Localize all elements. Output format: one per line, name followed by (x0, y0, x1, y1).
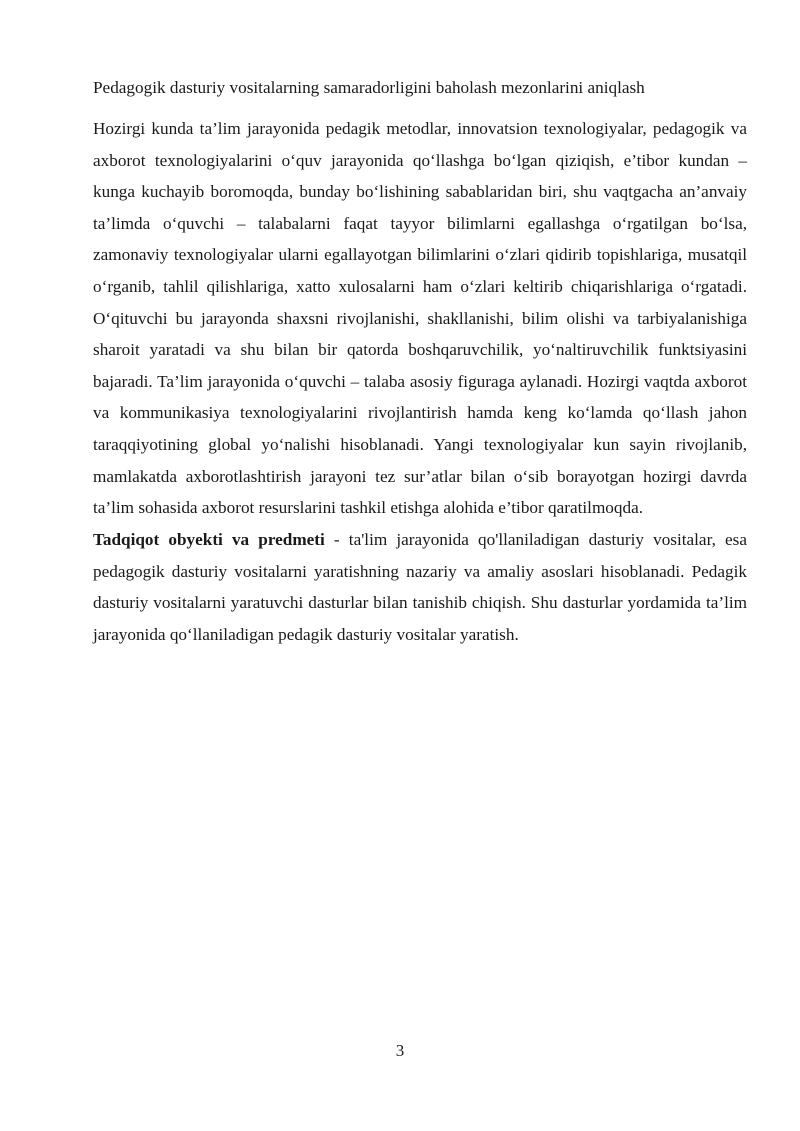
page-number: 3 (395, 1041, 405, 1060)
research-object-label: Tadqiqot obyekti va predmeti (93, 529, 325, 549)
page-content (93, 74, 747, 651)
section-heading: Pedagogik dasturiy vositalarning samaradorligini baholash mezonlarini aniqlash (93, 78, 645, 97)
paragraph-research-object (93, 524, 747, 651)
paragraph-introduction: Hozirgi kunda ta’lim jarayonida pedagik metodlar, innovatsion texnologiyalar, pedagogik va axborot texnologiyalarini o‘quv jarayonida qo‘llashga bo‘lgan qiziqish, e’tibor kundan – kunga kuchayib boromoqda, bunday bo‘lishining sabablaridan biri, shu vaqtgacha an’anvaiy ta’limda o‘quvchi – talabalarni faqat tayyor bilimlarni egallashga o‘rgatilgan bo‘lsa, zamonaviy texnologiyalar ularni egallayotgan bilimlarini o‘zlari qidirib topishlariga, musatqil o‘rganib, tahlil qilishlariga, xatto xulosalarni ham o‘zlari keltirib chiqarishlariga o‘rgatadi. O‘qituvchi bu jarayonda shaxsni rivojlanishi, shakllanishi, bilim olishi va tarbiyalanishiga sharoit yaratadi va shu bilan bir qatorda boshqaruvchilik, yo‘naltiruvchilik funktsiyasini bajaradi. Ta’lim jarayonida o‘quvchi – talaba asosiy figuraga aylanadi. Hozirgi vaqtda axborot va kommunikasiya texnologiyalarini rivojlantirish hamda keng ko‘lamda qo‘llash jahon taraqqiyotining global yo‘nalishi hisoblanadi. Yangi texnologiyalar kun sayin rivojlanib, mamlakatda axborotlashtirish jarayoni tez sur’atlar bilan o‘sib borayotgan hozirgi davrda ta’lim sohasida axborot resurslarini tashkil etishga alohida e’tibor qaratilmoqda. (93, 119, 747, 518)
research-object-text: - ta'lim jarayonida qo'llaniladigan dasturiy vositalar, esa pedagogik dasturiy vositalarni yaratishning nazariy va amaliy asoslari hisoblanadi. Pedagik dasturiy vositalarni yaratuvchi dasturlar bilan tanishib chiqish. Shu dasturlar yordamida ta’lim jarayonida qo‘llaniladigan pedagik dasturiy vositalar yaratish. (93, 529, 747, 645)
